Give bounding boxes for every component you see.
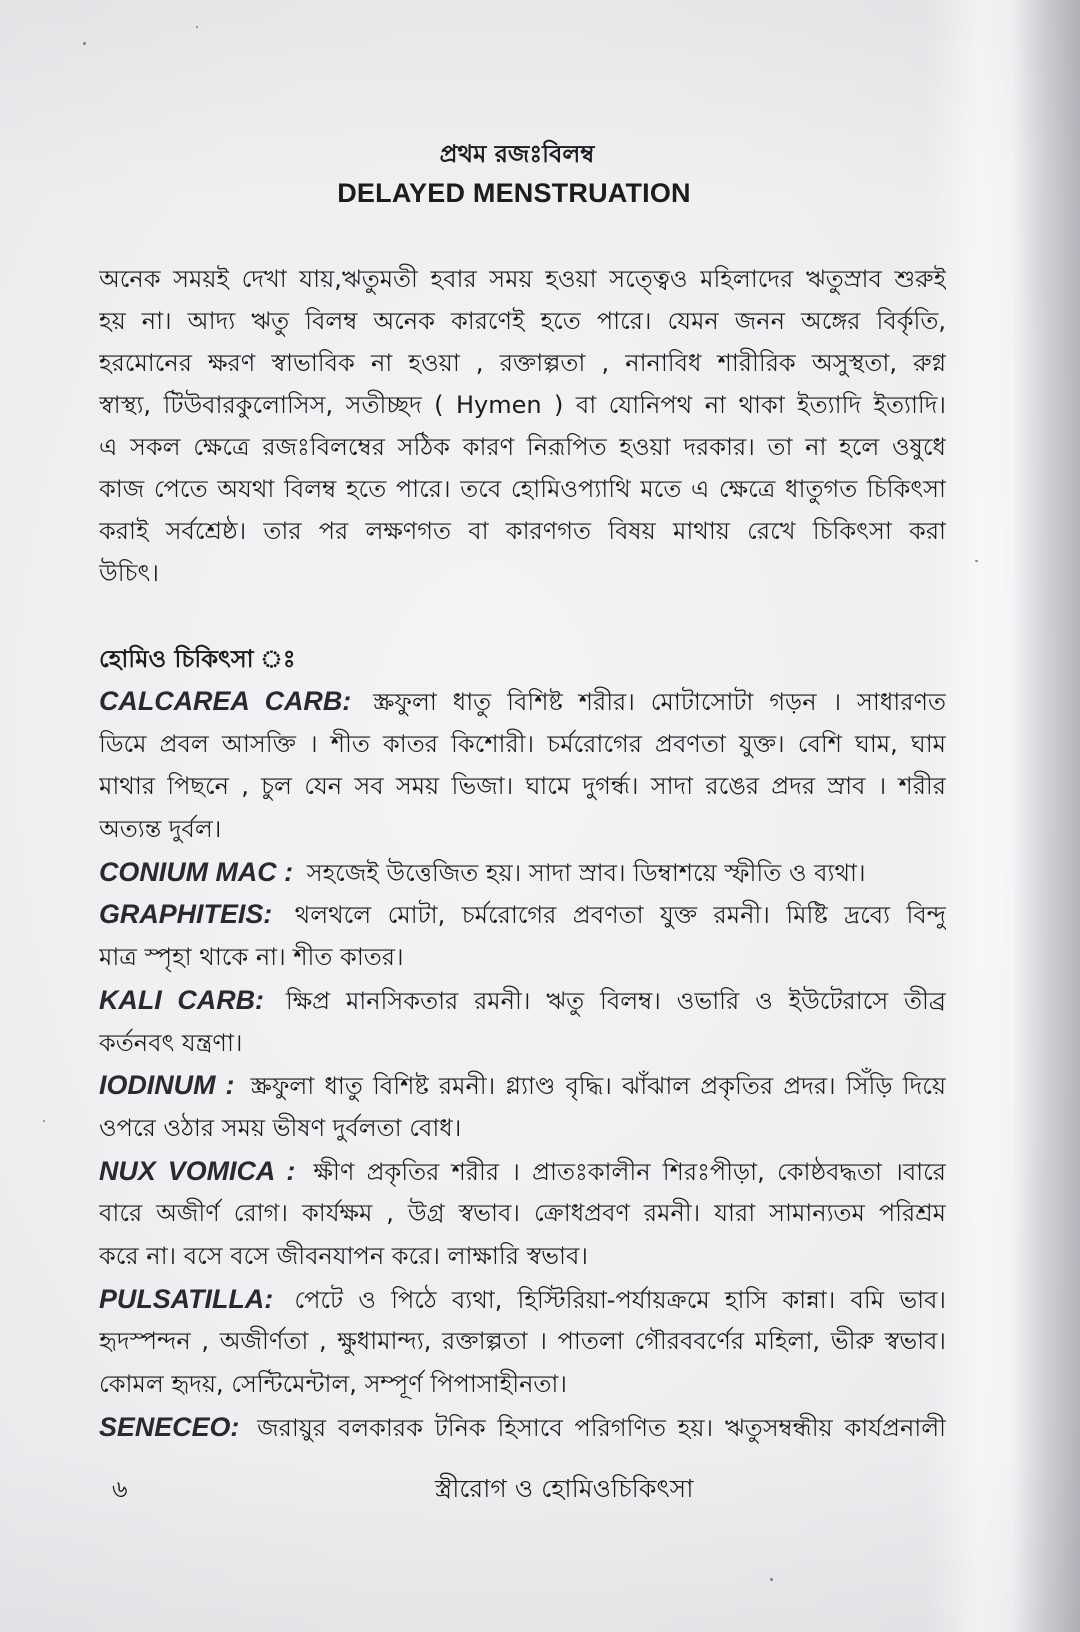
text-line: স্বাস্থ্য, টিউবারকুলোসিস, সতীচ্ছদ ( Hymen ) বা যোনিপথ না থাকা ইত্যাদি ইত্যাদি। — [99, 391, 946, 419]
chapter-title-english: DELAYED MENSTRUATION — [337, 178, 691, 208]
remedy-text: ক্ষিপ্র মানসিকতার রমনী। ঋতু বিলম্ব। ওভারি ও ইউটেরাসে তীব্র — [285, 986, 946, 1015]
text-line — [99, 851, 946, 894]
text-line: কোমল হৃদয়, সেন্টিমেন্টাল, সম্পূর্ণ পিপাসাহীনতা। — [99, 1370, 567, 1398]
text-line: মাত্র স্পৃহা থাকে না। শীত কাতর। — [99, 943, 404, 972]
remedy-name: GRAPHITEIS: — [99, 899, 273, 930]
remedy-conium-mac — [99, 851, 946, 894]
remedy-name: CALCAREA CARB: — [99, 686, 352, 716]
remedy-text: জরায়ুর বলকারক টনিক হিসাবে পরিগণিত হয়। ঋতুসম্বন্ধীয় কার্যপ্রনালী — [257, 1413, 946, 1442]
remedy-iodinum — [99, 1064, 946, 1149]
remedy-text: স্ক্রফুলা ধাতু বিশিষ্ট শরীর। মোটাসোটা গড়ন । সাধারণত — [373, 688, 946, 716]
text-line — [99, 680, 946, 723]
remedy-pulsatilla — [99, 1278, 946, 1406]
remedy-name: CONIUM MAC : — [99, 856, 294, 887]
text-line: অনেক সময়ই দেখা যায়,ঋতুমতী হবার সময় হওয়া সত্ত্বেও মহিলাদের ঋতুস্রাব শুরুই — [99, 265, 946, 293]
remedy-text: থলথলে মোটা, চর্মরোগের প্রবণতা যুক্ত রমনী। মিষ্টি দ্রব্যে বিন্দু — [294, 901, 946, 930]
text-line — [99, 979, 946, 1022]
remedy-graphiteis — [99, 893, 946, 978]
text-line: অত্যন্ত দুর্বল। — [99, 815, 222, 844]
text-line: কর্তনবৎ যন্ত্রণা। — [99, 1028, 243, 1057]
text-line: উচিৎ। — [99, 559, 159, 587]
running-footer-title: স্ত্রীরোগ ও হোমিওচিকিৎসা — [435, 1474, 694, 1503]
text-line — [99, 1064, 946, 1107]
remedy-list — [99, 680, 946, 1448]
remedy-name: KALI CARB: — [99, 984, 264, 1015]
text-line: করে না। বসে বসে জীবনযাপন করে। লাক্ষারি স্বভাব। — [99, 1241, 588, 1270]
text-line: করাই সর্বশ্রেষ্ঠ। তার পর লক্ষণগত বা কারণগত বিষয় মাথায় রেখে চিকিৎসা করা — [99, 517, 946, 545]
text-line: হরমোনের ক্ষরণ স্বাভাবিক না হওয়া , রক্তাল্পতা , নানাবিধ শারীরিক অসুস্থতা, রুগ্ন — [99, 349, 946, 377]
remedy-kali-carb — [99, 979, 946, 1064]
remedy-text: ক্ষীণ প্রকৃতির শরীর । প্রাতঃকালীন শিরঃপীড়া, কোষ্ঠবদ্ধতা ।বারে — [313, 1157, 946, 1186]
paper-speck — [83, 42, 86, 45]
remedy-name: IODINUM : — [99, 1070, 235, 1101]
chapter-title-bengali: প্রথম রজঃবিলম্ব — [439, 140, 595, 168]
page-number: ৬ — [112, 1475, 128, 1503]
paper-speck — [196, 26, 198, 28]
remedy-text: সহজেই উত্তেজিত হয়। সাদা স্রাব। ডিম্বাশয়ে স্ফীতি ও ব্যথা। — [306, 858, 866, 887]
paper-speck — [975, 560, 978, 562]
text-line — [99, 1150, 946, 1193]
text-line: এ সকল ক্ষেত্রে রজঃবিলম্বের সঠিক কারণ নিরূপিত হওয়া দরকার। তা না হলে ওষুধে — [99, 433, 946, 461]
text-line — [99, 1278, 946, 1321]
paper-speck — [43, 1120, 45, 1122]
remedy-name: SENECEO: — [99, 1411, 240, 1442]
text-line: বারে অজীর্ণ রোগ। কার্যক্ষম , উগ্র স্বভাব। ক্রোধপ্রবণ রমনী। যারা সামান্যতম পরিশ্রম — [99, 1199, 946, 1228]
text-line: হয় না। আদ্য ঋতু বিলম্ব অনেক কারণেই হতে পারে। যেমন জনন অঙ্গের বির্কৃতি, — [99, 307, 946, 335]
remedy-nux-vomica — [99, 1150, 946, 1278]
text-line: ওপরে ওঠার সময় ভীষণ দুর্বলতা বোধ। — [99, 1113, 462, 1142]
text-line — [99, 1406, 946, 1449]
treatment-heading: হোমিও চিকিৎসা ঃ — [99, 645, 296, 673]
text-line: হৃদস্পন্দন , অজীর্ণতা , ক্ষুধামান্দ্য, রক্তাল্পতা । পাতলা গৌরববর্ণের মহিলা, ভীরু স্বভাব। — [99, 1327, 946, 1356]
remedy-text: পেটে ও পিঠে ব্যথা, হিস্টিরিয়া-পর্যায়ক্রমে হাসি কান্না। বমি ভাব। — [294, 1285, 946, 1314]
remedy-text: স্ক্রফুলা ধাতু বিশিষ্ট রমনী। গ্ল্যাণ্ড বৃদ্ধি। ঝাঁঝাল প্রকৃতির প্রদর। সিঁড়ি দিয়ে — [250, 1072, 946, 1101]
text-line: মাথার পিছনে , চুল যেন সব সময় ভিজা। ঘামে দুগর্ন্ধ। সাদা রঙের প্রদর স্রাব । শরীর — [99, 772, 946, 801]
page-content — [99, 258, 946, 1448]
remedy-seneceo — [99, 1406, 946, 1449]
text-line — [99, 893, 946, 936]
intro-paragraph — [99, 258, 946, 594]
text-line: ডিমে প্রবল আসক্তি । শীত কাতর কিশোরী। চর্মরোগের প্রবণতা যুক্ত। বেশি ঘাম, ঘাম — [99, 729, 946, 758]
remedy-name: NUX VOMICA : — [99, 1155, 296, 1186]
text-line: কাজ পেতে অযথা বিলম্ব হতে পারে। তবে হোমিওপ্যাথি মতে এ ক্ষেত্রে ধাতুগত চিকিৎসা — [99, 475, 946, 503]
remedy-name: PULSATILLA: — [99, 1283, 274, 1314]
paper-speck — [770, 1578, 773, 1581]
remedy-calcarea-carb — [99, 680, 946, 851]
